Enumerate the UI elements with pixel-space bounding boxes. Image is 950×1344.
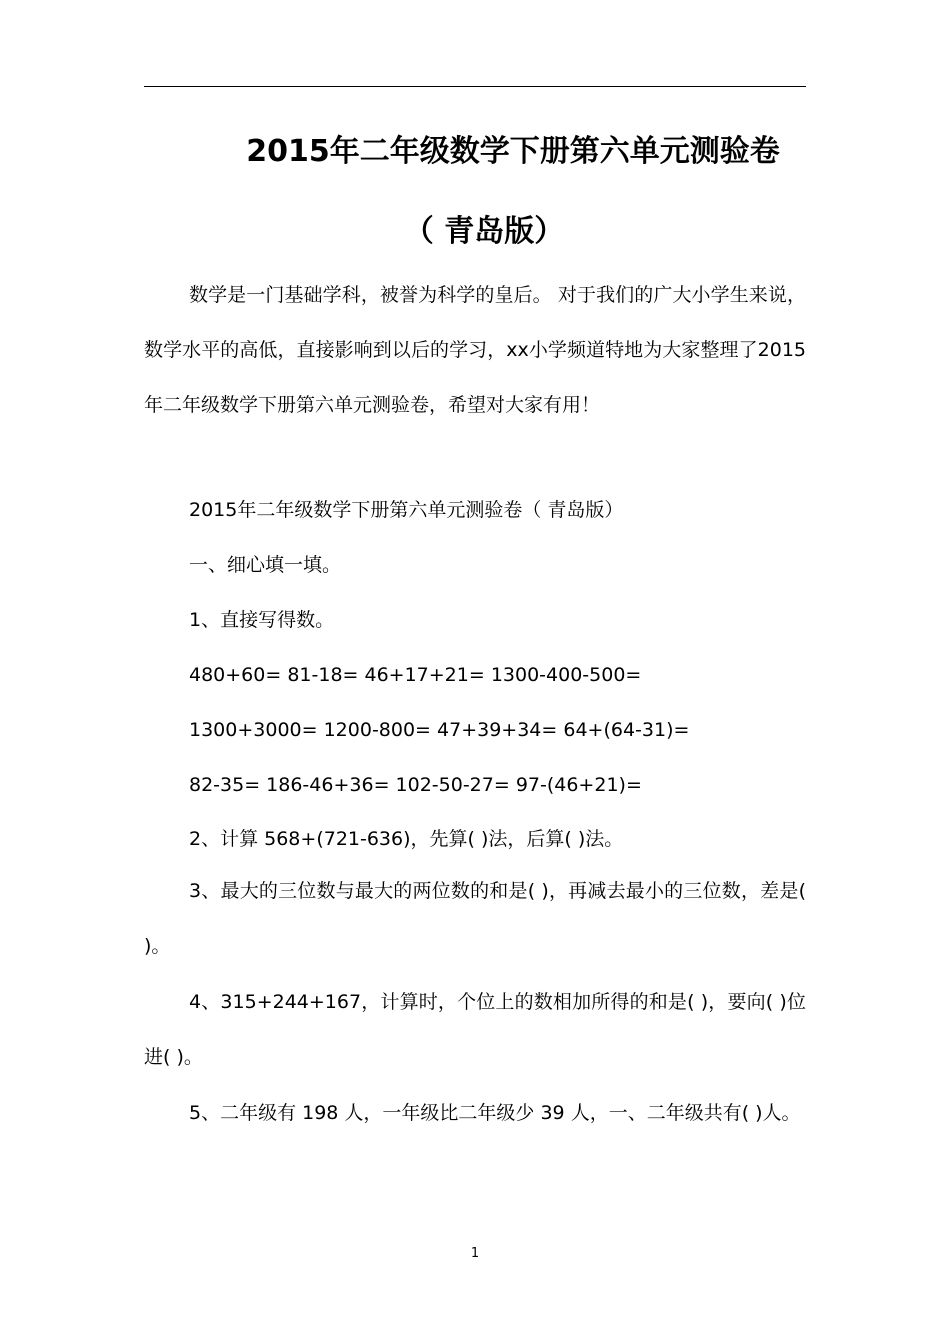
question-2: 2、计算 568+(721-636)，先算( )法，后算( )法。	[189, 828, 624, 850]
subtitle-line: 2015年二年级数学下册第六单元测验卷（ 青岛版）	[189, 499, 624, 521]
calc-row-1: 480+60= 81-18= 46+17+21= 1300-400-500=	[189, 664, 642, 686]
calc-row-3: 82-35= 186-46+36= 102-50-27= 97-(46+21)=	[189, 774, 642, 796]
question-4: 4、315+244+167，计算时，个位上的数相加所得的和是( )，要向( )位进( )。	[144, 991, 806, 1068]
question-1: 1、直接写得数。	[189, 609, 335, 631]
intro-paragraph: 数学是一门基础学科，被誉为科学的皇后。 对于我们的广大小学生来说，数学水平的高低，直接影响到以后的学习，xx小学频道特地为大家整理了2015年二年级数学下册第六单元测验卷，希望对大家有用！	[144, 284, 806, 416]
question-5: 5、二年级有 198 人，一年级比二年级少 39 人，一、二年级共有( )人。	[189, 1102, 801, 1124]
question-3: 3、最大的三位数与最大的两位数的和是( )，再减去最小的三位数，差是( )。	[144, 880, 806, 957]
section-heading: 一、细心填一填。	[189, 554, 342, 576]
document-title: 2015年二年级数学下册第六单元测验卷	[246, 134, 780, 169]
page-number: 1	[470, 1246, 480, 1261]
header-rule	[144, 86, 806, 87]
calc-row-2: 1300+3000= 1200-800= 47+39+34= 64+(64-31)=	[189, 719, 690, 741]
document-title-edition: （ 青岛版）	[403, 214, 565, 249]
